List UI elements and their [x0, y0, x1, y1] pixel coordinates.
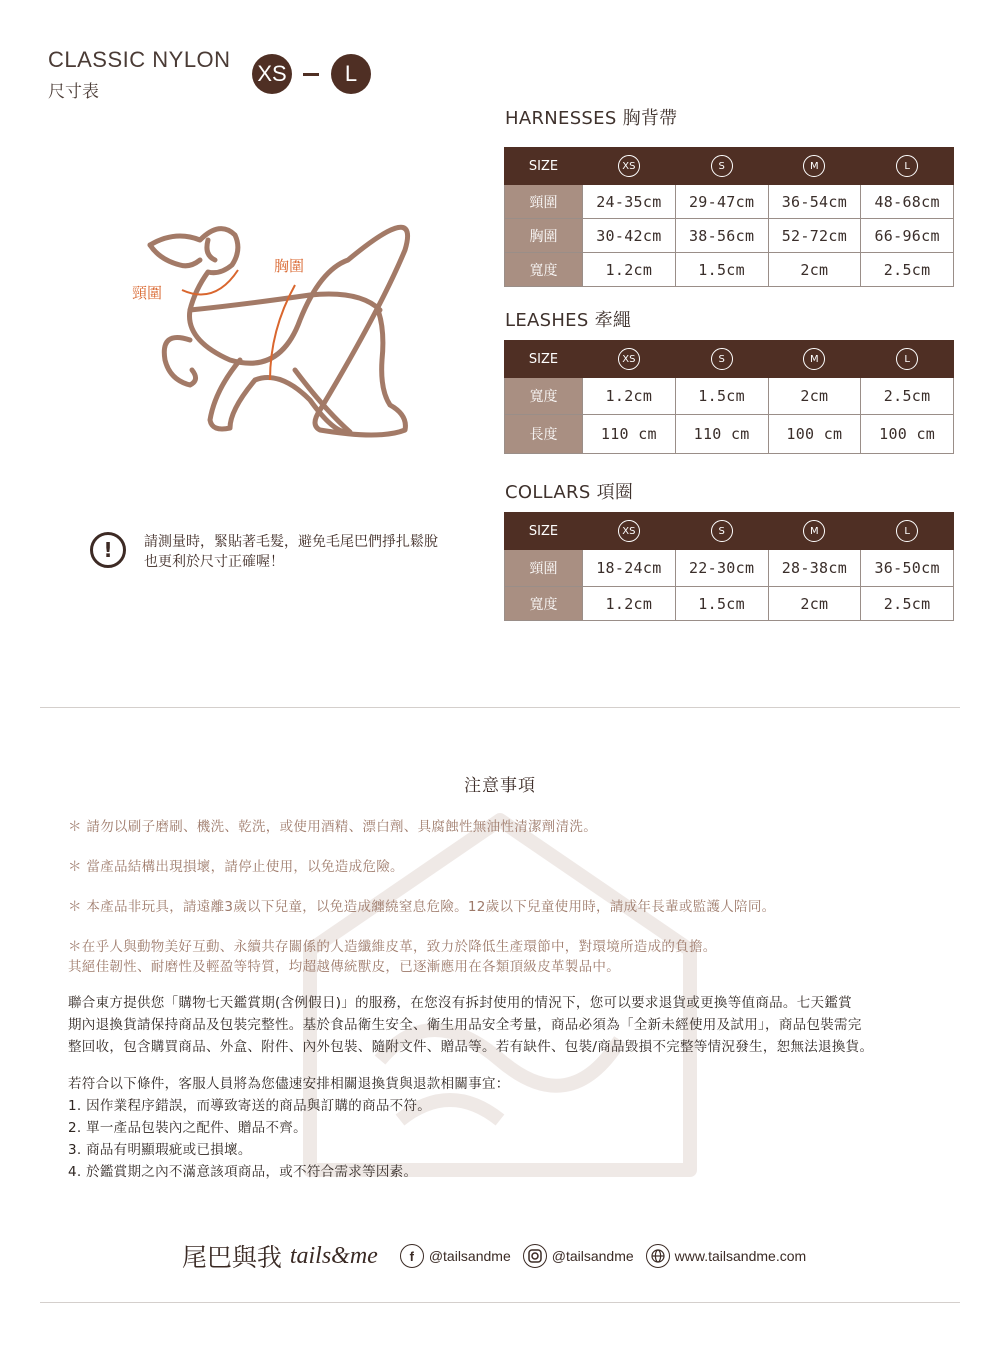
size-xs-header: XS — [583, 341, 676, 378]
table-cell: 110 cm — [675, 415, 768, 454]
harnesses-size-table — [504, 147, 954, 287]
row-label: 長度 — [505, 415, 583, 454]
condition-item: 1. 因作業程序錯誤，而導致寄送的商品與訂購的商品不符。 — [68, 1098, 432, 1114]
table-row — [505, 253, 954, 287]
tip-line-1: 請測量時，緊貼著毛髮，避免毛尾巴們掙扎鬆脫 — [144, 534, 438, 550]
return-policy — [68, 992, 938, 1058]
instagram-handle: @tailsandme — [551, 1248, 634, 1264]
condition-item: 2. 單一產品包裝內之配件、贈品不齊。 — [68, 1120, 307, 1136]
table-cell: 2cm — [768, 587, 861, 621]
neck-label: 頸圍 — [132, 284, 163, 302]
size-chart-subtitle: 尺寸表 — [48, 82, 99, 102]
row-label: 頸圍 — [505, 550, 583, 587]
return-policy-line: 整回收，包含購買商品、外盒、附件、內外包裝、隨附文件、贈品等。若有缺件、包裝/商品毀損不完整等情況發生，恕無法退換貨。 — [68, 1039, 874, 1055]
table-cell: 1.2cm — [583, 378, 676, 415]
section-divider — [40, 707, 960, 708]
measurement-tip — [90, 532, 464, 572]
row-label: 寬度 — [505, 253, 583, 287]
return-policy-line: 聯合東方提供您「購物七天鑑賞期(含例假日)」的服務，在您沒有拆封使用的情況下，您可以要求退貨或更換等值商品。七天鑑賞 — [68, 995, 852, 1011]
table-cell: 2.5cm — [861, 587, 954, 621]
table-cell: 29-47cm — [675, 185, 768, 219]
size-l-header: L — [861, 341, 954, 378]
table-cell: 22-30cm — [675, 550, 768, 587]
facebook-icon: f — [400, 1244, 424, 1268]
table-cell: 66-96cm — [861, 219, 954, 253]
dog-measurement-illustration — [120, 210, 440, 450]
size-s-header: S — [675, 148, 768, 185]
table-cell: 2.5cm — [861, 378, 954, 415]
size-s-header: S — [675, 513, 768, 550]
table-cell: 28-38cm — [768, 550, 861, 587]
size-m-header: M — [768, 513, 861, 550]
table-cell: 2cm — [768, 378, 861, 415]
product-title: CLASSIC NYLON — [48, 47, 231, 72]
row-label: 頸圍 — [505, 185, 583, 219]
table-cell: 100 cm — [861, 415, 954, 454]
notice-item: ＊ 當產品結構出現損壞，請停止使用，以免造成危險。 — [68, 859, 404, 875]
size-header: SIZE — [505, 341, 583, 378]
brand-name-zh: 尾巴與我 — [181, 1243, 282, 1272]
instagram-link[interactable] — [523, 1244, 634, 1268]
size-badge-from: XS — [252, 54, 292, 94]
size-l-header: L — [861, 513, 954, 550]
chest-label: 胸圍 — [274, 257, 305, 275]
row-label: 寬度 — [505, 587, 583, 621]
leashes-title: LEASHES 牽繩 — [505, 310, 632, 331]
table-cell: 36-54cm — [768, 185, 861, 219]
brand-name-en: tails&me — [289, 1242, 378, 1269]
table-cell: 110 cm — [583, 415, 676, 454]
table-row — [505, 185, 954, 219]
table-row — [505, 587, 954, 621]
harnesses-title: HARNESSES 胸背帶 — [505, 108, 678, 129]
size-l-header: L — [861, 148, 954, 185]
table-cell: 1.5cm — [675, 587, 768, 621]
table-cell: 2.5cm — [861, 253, 954, 287]
tip-line-2: 也更利於尺寸正確喔！ — [144, 554, 284, 570]
conditions-intro: 若符合以下條件，客服人員將為您儘速安排相關退換貨與退款相關事宜： — [68, 1076, 510, 1092]
size-badge-to: L — [331, 54, 371, 94]
row-label: 胸圍 — [505, 219, 583, 253]
footer-divider — [40, 1302, 960, 1303]
facebook-link[interactable] — [400, 1244, 511, 1268]
footer — [0, 1238, 1000, 1274]
table-cell: 2cm — [768, 253, 861, 287]
collars-size-table — [504, 512, 954, 621]
size-m-header: M — [768, 148, 861, 185]
return-conditions — [68, 1073, 938, 1183]
instagram-icon — [523, 1244, 547, 1268]
table-row — [505, 219, 954, 253]
table-row — [505, 378, 954, 415]
website-url: www.tailsandme.com — [674, 1248, 807, 1264]
return-policy-line: 期內退換貨請保持商品及包裝完整性。基於食品衛生安全、衛生用品安全考量，商品必須為「全新未經使用及試用」，商品包裝需完 — [68, 1017, 862, 1033]
row-label: 寬度 — [505, 378, 583, 415]
table-cell: 1.5cm — [675, 378, 768, 415]
table-row — [505, 550, 954, 587]
facebook-handle: @tailsandme — [428, 1248, 511, 1264]
globe-icon — [646, 1244, 670, 1268]
table-cell: 36-50cm — [861, 550, 954, 587]
notice-item: 其絕佳韌性、耐磨性及輕盈等特質，均超越傳統獸皮，已逐漸應用在各類頂級皮革製品中。 — [68, 959, 620, 975]
table-cell: 18-24cm — [583, 550, 676, 587]
size-s-header: S — [675, 341, 768, 378]
size-header: SIZE — [505, 148, 583, 185]
table-cell: 1.5cm — [675, 253, 768, 287]
table-cell: 1.2cm — [583, 253, 676, 287]
leashes-size-table — [504, 340, 954, 454]
size-xs-header: XS — [583, 148, 676, 185]
website-link[interactable] — [646, 1244, 807, 1268]
size-range-dash — [303, 73, 319, 76]
condition-item: 3. 商品有明顯瑕疵或已損壞。 — [68, 1142, 252, 1158]
collars-title: COLLARS 項圈 — [505, 482, 634, 503]
size-xs-header: XS — [583, 513, 676, 550]
notice-title: 注意事項 — [464, 776, 536, 796]
notice-item: ＊在乎人與動物美好互動、永續共存關係的人造纖維皮革，致力於降低生產環節中，對環境所造成的負擔。 — [68, 939, 717, 955]
table-cell: 38-56cm — [675, 219, 768, 253]
exclamation-icon: ! — [90, 532, 126, 568]
condition-item: 4. 於鑑賞期之內不滿意該項商品，或不符合需求等因素。 — [68, 1164, 418, 1180]
table-row — [505, 415, 954, 454]
size-header: SIZE — [505, 513, 583, 550]
size-m-header: M — [768, 341, 861, 378]
notice-item: ＊ 請勿以刷子磨刷、機洗、乾洗，或使用酒精、漂白劑、具腐蝕性無油性清潔劑清洗。 — [68, 819, 597, 835]
table-cell: 48-68cm — [861, 185, 954, 219]
table-cell: 24-35cm — [583, 185, 676, 219]
table-cell: 100 cm — [768, 415, 861, 454]
table-cell: 30-42cm — [583, 219, 676, 253]
measurement-tip-text — [144, 532, 464, 572]
table-cell: 1.2cm — [583, 587, 676, 621]
notice-item: ＊ 本產品非玩具，請遠離3歲以下兒童，以免造成纏繞窒息危險。12歲以下兒童使用時，請成年長輩或監護人陪同。 — [68, 899, 776, 915]
table-cell: 52-72cm — [768, 219, 861, 253]
